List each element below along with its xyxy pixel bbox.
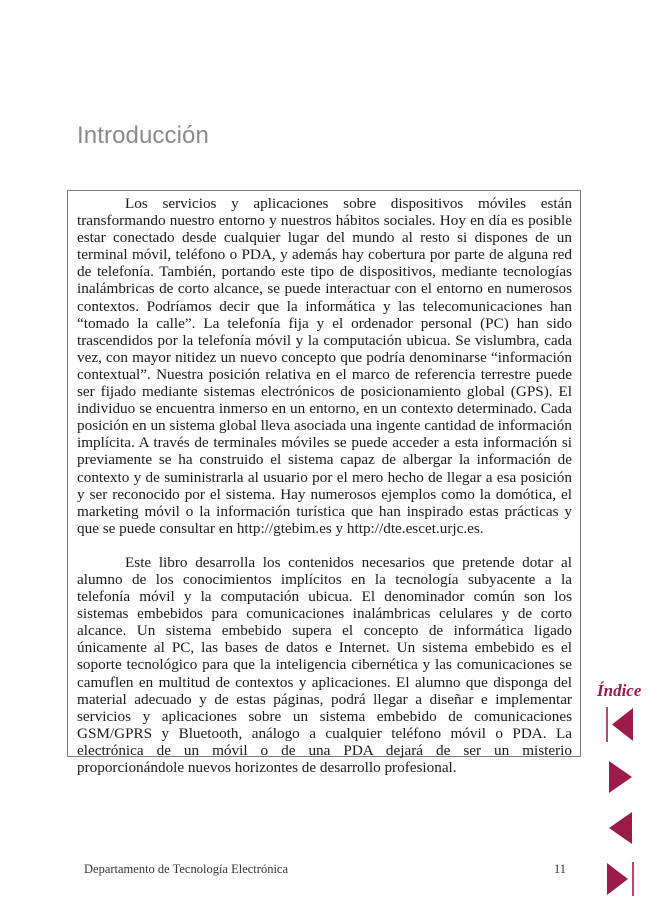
play-right-icon [609, 761, 633, 793]
skip-to-start-icon [606, 707, 634, 742]
skip-to-end-icon [607, 862, 635, 896]
next-page-button[interactable] [609, 761, 633, 793]
footer-department: Departamento de Tecnología Electrónica [84, 862, 289, 876]
body-text-box [67, 190, 581, 776]
previous-page-button[interactable] [609, 812, 633, 844]
index-link[interactable]: Índice [597, 681, 642, 700]
paragraph-intro: Los servicios y aplicaciones sobre dispositivos móviles están transformando nuestro entorno y nuestros hábitos sociales. Hoy en día es posible estar conectado desde cualquier lugar del mundo al resto si dispones de un terminal móvil, teléfono o PDA, y además hay cobertura por parte de alguna red de telefonía. También, portando este tipo de dispositivos, mediante tecnologías inalámbricas de corto alcance, se puede interactuar con el entorno en numerosos contextos. Podríamos decir que la informática y las telecomunicaciones han “tomado la calle”. La telefonía fija y el ordenador personal (PC) han sido trascendidos por la telefonía móvil y la computación ubicua. Se vislumbra, cada vez, con mayor nitidez un nuevo concepto que podría denominarse “información contextual”. Nuestra posición relativa en el marco de referencia terrestre puede ser fijado mediante sistemas electrónicos de posicionamiento global (GPS). El individuo se encuentra inmerso en un entorno, en un contexto determinado. Cada posición en un sistema global lleva asociada una ingente cantidad de información implícita. A través de terminales móviles se puede acceder a esta información si previamente se ha construido el sistema capaz de albergar la información de contexto y de suministrarla al usuario por el mero hecho de llegar a esa posición y ser reconocido por el sistema. Hay numerosos ejemplos como la domótica, el marketing móvil o la información turística que han inspirado estas prácticas y que se puede consultar en http://gtebim.es y http://dte.escet.urjc.es. [77, 195, 572, 537]
page-title: Introducción [77, 122, 209, 150]
play-left-icon [609, 812, 633, 844]
first-page-button[interactable] [606, 707, 634, 742]
page-number: 11 [554, 862, 567, 876]
last-page-button[interactable] [607, 862, 635, 896]
paragraph-book-scope: Este libro desarrolla los contenidos necesarios que pretende dotar al alumno de los conocimientos implícitos en la tecnología subyacente a la telefonía móvil y la computación ubicua. El denominador común son los sistemas embebidos para comunicaciones inalámbricas celulares y de corto alcance. Un sistema embebido supera el concepto de informática ligado únicamente al PC, las bases de datos e Internet. Un sistema embebido es el soporte tecnológico para que la inteligencia cibernética y las comunicaciones se camuflen en multitud de contextos y aplicaciones. El alumno que disponga del material adecuado y de estas páginas, podrá llegar a diseñar e implementar servicios y aplicaciones sobre un sistema embebido de comunicaciones GSM/GPRS y Bluetooth, análogo a cualquier teléfono móvil o PDA. La electrónica de un móvil o de una PDA dejará de ser un misterio proporcionándole nuevos horizontes de desarrollo profesional. [77, 553, 572, 776]
